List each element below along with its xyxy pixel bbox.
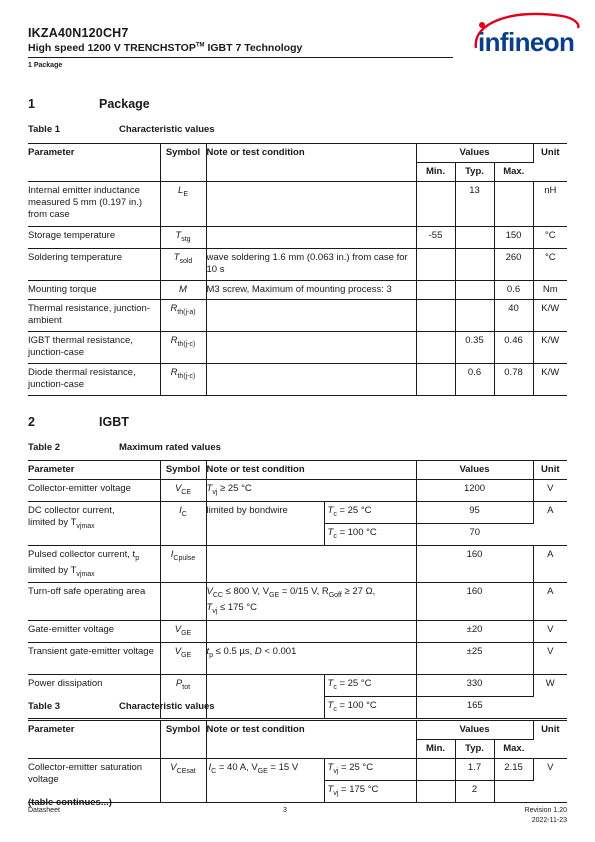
symbol-cell [160, 583, 206, 621]
symbol-cell: $R_{th(j-c)}$ [160, 331, 206, 363]
col-header-values: Values [416, 461, 533, 480]
typ-cell [455, 248, 494, 280]
typ-cell: 13 [455, 182, 494, 227]
subtitle-tech: IGBT 7 Technology [204, 42, 303, 54]
unit-cell: K/W [533, 299, 567, 331]
value-cell: 330 [416, 675, 533, 697]
condition-cell: $T_c = 100$ °C [324, 523, 416, 545]
logo-wordmark: infineon [478, 27, 575, 57]
max-cell [494, 182, 533, 227]
note-cell: $T_{vj} \ge 25$ °C [206, 480, 416, 502]
param-cell: Turn-off safe operating area [28, 583, 160, 621]
unit-cell: K/W [533, 363, 567, 395]
section-title: IGBT [99, 415, 129, 429]
footer-doc-type: Datasheet [28, 807, 60, 814]
table-number: Table 1 [28, 124, 61, 135]
condition-cell: $T_{vj} = 25$ °C [324, 759, 416, 781]
col-header-symbol: Symbol [160, 461, 206, 480]
symbol-cell: $R_{th(j-a)}$ [160, 299, 206, 331]
col-header-note: Note or test condition [206, 144, 416, 182]
unit-cell: V [533, 621, 567, 643]
table-number: Table 2 [28, 442, 61, 453]
value-cell: ±25 [416, 643, 533, 675]
param-cell: DC collector current, limited by $T_{vjmax}$ [28, 501, 160, 545]
col-header-unit: Unit [533, 461, 567, 480]
param-cell: Mounting torque [28, 280, 160, 299]
param-cell: Soldering temperature [28, 248, 160, 280]
unit-cell: Nm [533, 280, 567, 299]
symbol-cell: $V_{CEsat}$ [160, 759, 206, 803]
table-title: Characteristic values [119, 701, 215, 712]
table-maximum-rated [28, 460, 567, 719]
col-header-note: Note or test condition [206, 721, 416, 759]
table-row [28, 182, 567, 227]
value-cell: 1200 [416, 480, 533, 502]
symbol-cell: $I_{Cpulse}$ [160, 545, 206, 583]
col-header-unit: Unit [533, 144, 567, 182]
typ-cell [455, 299, 494, 331]
value-cell: 160 [416, 545, 533, 583]
note-cell [206, 621, 416, 643]
typ-cell: 2 [455, 780, 494, 802]
max-cell: 0.46 [494, 331, 533, 363]
value-cell: 165 [416, 697, 533, 719]
col-header-typ: Typ. [455, 740, 494, 759]
table-row [28, 675, 567, 697]
table-row [28, 759, 567, 781]
unit-cell: °C [533, 227, 567, 249]
condition-cell: $T_{vj} = 175$ °C [324, 780, 416, 802]
note-cell [206, 675, 324, 719]
typ-cell: 0.35 [455, 331, 494, 363]
min-cell [416, 248, 455, 280]
condition-cell: $T_c = 25$ °C [324, 501, 416, 523]
unit-cell: K/W [533, 331, 567, 363]
symbol-cell: $V_{GE}$ [160, 621, 206, 643]
value-cell: 160 [416, 583, 533, 621]
col-header-min: Min. [416, 163, 455, 182]
trademark-mark: TM [195, 42, 205, 49]
table-row [28, 621, 567, 643]
min-cell [416, 759, 455, 781]
unit-cell: A [533, 545, 567, 583]
table-title: Maximum rated values [119, 442, 221, 453]
min-cell [416, 280, 455, 299]
condition-cell: $T_c = 100$ °C [324, 697, 416, 719]
symbol-cell: $T_{sold}$ [160, 248, 206, 280]
table-row [28, 331, 567, 363]
table-row [28, 280, 567, 299]
note-cell: M3 screw, Maximum of mounting process: 3 [206, 280, 416, 299]
table-row [28, 583, 567, 621]
note-cell: limited by bondwire [206, 501, 324, 545]
max-cell: 0.6 [494, 280, 533, 299]
revision: Revision 1.20 [524, 807, 567, 814]
param-cell: IGBT thermal resistance, junction-case [28, 331, 160, 363]
unit-cell: V [533, 643, 567, 675]
col-header-max: Max. [494, 740, 533, 759]
section-number: 2 [28, 415, 35, 429]
symbol-cell: $V_{GE}$ [160, 643, 206, 675]
section-number: 1 [28, 97, 35, 111]
param-cell: Power dissipation [28, 675, 160, 719]
param-cell: Gate-emitter voltage [28, 621, 160, 643]
table-row [28, 227, 567, 249]
symbol-cell: $T_{stg}$ [160, 227, 206, 249]
min-cell [416, 182, 455, 227]
max-cell: 40 [494, 299, 533, 331]
note-cell [206, 545, 416, 583]
table-row [28, 480, 567, 502]
typ-cell [455, 227, 494, 249]
typ-cell: 1.7 [455, 759, 494, 781]
breadcrumb: 1 Package [28, 62, 63, 69]
value-cell: 70 [416, 523, 533, 545]
table-row [28, 501, 567, 523]
max-cell: 0.78 [494, 363, 533, 395]
note-cell: $V_{CC} \le 800$ V, $V_{GE} = 0/15$ V, $R_{Goff} \ge 27$ Ω, $T_{vj} \le 175$ °C [206, 583, 416, 621]
value-cell: ±20 [416, 621, 533, 643]
table-row [28, 643, 567, 675]
param-cell: Diode thermal resistance, junction-case [28, 363, 160, 395]
note-cell [206, 227, 416, 249]
col-header-unit: Unit [533, 721, 567, 759]
unit-cell: nH [533, 182, 567, 227]
unit-cell: V [533, 759, 567, 803]
symbol-cell: $R_{th(j-c)}$ [160, 363, 206, 395]
max-cell: 260 [494, 248, 533, 280]
symbol-cell: $V_{CE}$ [160, 480, 206, 502]
col-header-values: Values [416, 144, 533, 163]
min-cell [416, 363, 455, 395]
note-cell [206, 363, 416, 395]
min-cell [416, 299, 455, 331]
param-cell: Thermal resistance, junction-ambient [28, 299, 160, 331]
col-header-max: Max. [494, 163, 533, 182]
revision-date: 2022-11-23 [531, 817, 567, 824]
note-cell: $I_C = 40$ A, $V_{GE} = 15$ V [206, 759, 324, 803]
note-cell [206, 299, 416, 331]
param-cell: Storage temperature [28, 227, 160, 249]
min-cell [416, 780, 455, 802]
param-cell: Collector-emitter saturation voltage [28, 759, 160, 803]
max-cell: 2.15 [494, 759, 533, 781]
table-characteristic-igbt [28, 720, 567, 803]
table-number: Table 3 [28, 701, 61, 712]
table-row [28, 363, 567, 395]
col-header-note: Note or test condition [206, 461, 416, 480]
max-cell [494, 780, 533, 802]
value-cell: 95 [416, 501, 533, 523]
unit-cell: A [533, 501, 567, 545]
table-row [28, 545, 567, 583]
col-header-symbol: Symbol [160, 144, 206, 182]
param-cell: Internal emitter inductance measured 5 mm (0.197 in.) from case [28, 182, 160, 227]
col-header-parameter: Parameter [28, 461, 160, 480]
symbol-cell: M [160, 280, 206, 299]
min-cell [416, 331, 455, 363]
param-cell: Pulsed collector current, $t_p$ limited by $T_{vjmax}$ [28, 545, 160, 583]
typ-cell [455, 280, 494, 299]
table-continues-note: (table continues...) [28, 797, 112, 808]
note-cell [206, 331, 416, 363]
unit-cell: °C [533, 248, 567, 280]
subtitle-main: High speed 1200 V TRENCHSTOP [28, 42, 196, 54]
col-header-parameter: Parameter [28, 721, 160, 759]
param-cell: Transient gate-emitter voltage [28, 643, 160, 675]
section-title: Package [99, 97, 150, 111]
max-cell: 150 [494, 227, 533, 249]
note-cell [206, 182, 416, 227]
infineon-logo [470, 10, 582, 62]
unit-cell: V [533, 480, 567, 502]
typ-cell: 0.6 [455, 363, 494, 395]
table-row [28, 248, 567, 280]
param-cell: Collector-emitter voltage [28, 480, 160, 502]
col-header-values: Values [416, 721, 533, 740]
unit-cell: A [533, 583, 567, 621]
symbol-cell: $P_{tot}$ [160, 675, 206, 719]
table-row [28, 299, 567, 331]
document-subtitle [28, 42, 302, 54]
col-header-parameter: Parameter [28, 144, 160, 182]
table-title: Characteristic values [119, 124, 215, 135]
note-cell: $t_p \le 0.5$ µs, D < 0.001 [206, 643, 416, 675]
table-characteristic-package [28, 143, 567, 396]
condition-cell: $T_c = 25$ °C [324, 675, 416, 697]
col-header-typ: Typ. [455, 163, 494, 182]
col-header-min: Min. [416, 740, 455, 759]
min-cell: -55 [416, 227, 455, 249]
note-cell: wave soldering 1.6 mm (0.063 in.) from case for 10 s [206, 248, 416, 280]
symbol-cell: $I_C$ [160, 501, 206, 545]
part-number: IKZA40N120CH7 [28, 26, 129, 40]
header-divider [28, 57, 453, 58]
unit-cell: W [533, 675, 567, 719]
page-number: 3 [283, 807, 287, 814]
symbol-cell: $L_E$ [160, 182, 206, 227]
col-header-symbol: Symbol [160, 721, 206, 759]
